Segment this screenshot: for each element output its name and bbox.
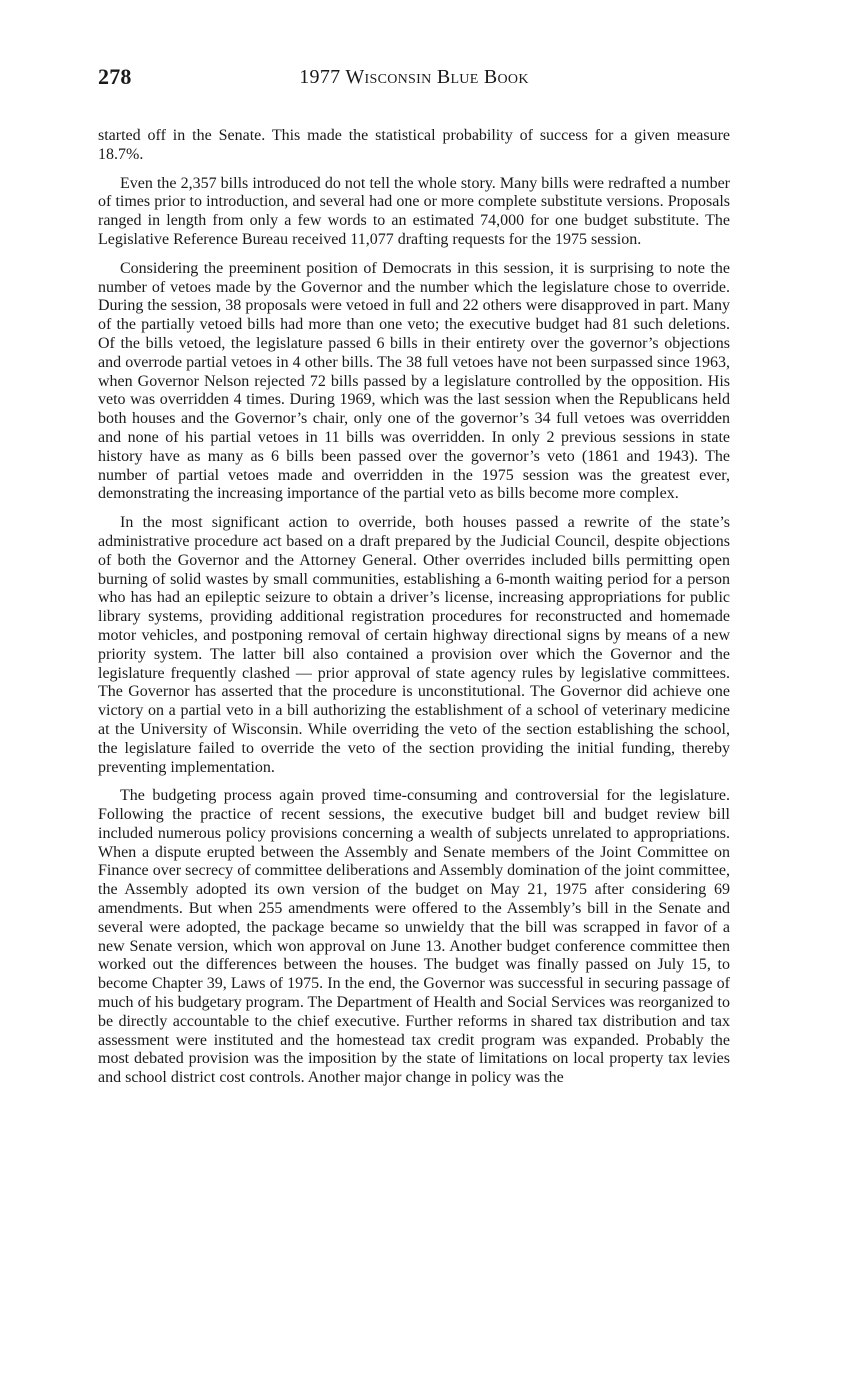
page-header bbox=[98, 64, 730, 98]
paragraph-continued: started off in the Senate. This made the statistical probability of success for a given measure 18.7%. bbox=[98, 127, 730, 163]
paragraph-bills-introduced: Even the 2,357 bills introduced do not tell the whole story. Many bills were redrafted a number of times prior to introduction, and several had one or more complete substitute versions. Proposals ranged in length from only a few words to an estimated 74,000 for one budget substitute. The Legislative Reference Bureau received 11,077 drafting requests for the 1975 session. bbox=[98, 174, 730, 248]
body-text bbox=[98, 127, 730, 1098]
paragraph-overrides: In the most significant action to override, both houses passed a rewrite of the state’s administrative procedure act based on a draft prepared by the Judicial Council, despite objections of both the Governor and the Attorney General. Other overrides included bills permitting open burning of solid wastes by small communities, establishing a 6-month waiting period for a person who has had an epileptic seizure to obtain a driver’s license, increasing appropriations for public library systems, providing additional registration procedures for reconstructed and homemade motor vehicles, and postponing removal of certain highway directional signs by means of a new priority system. The latter bill also contained a provision over which the Governor and the legislature frequently clashed — prior approval of state agency rules by legislative committees. The Governor has asserted that the procedure is unconstitutional. The Governor did achieve one victory on a partial veto in a bill authorizing the establishment of a school of veterinary medicine at the University of Wisconsin. While overriding the veto of the section establishing the school, the legislature failed to override the veto of the section providing the initial funding, thereby preventing implementation. bbox=[98, 514, 730, 776]
paragraph-budgeting: The budgeting process again proved time-consuming and controversial for the legislature. Following the practice of recent sessions, the executive budget bill and budget review bill included numerous policy provisions concerning a wealth of subjects unrelated to appropriations. When a dispute erupted between the Assembly and Senate members of the Joint Committee on Finance over secrecy of committee deliberations and Assembly domination of the joint committee, the Assembly adopted its own version of the budget on May 21, 1975 after considering 69 amendments. But when 255 amendments were offered to the Assembly’s bill in the Senate and several were adopted, the package became so unwieldy that the bill was scrapped in favor of a new Senate version, which won approval on June 13. Another budget conference committee then worked out the differences between the houses. The budget was finally passed on July 15, to become Chapter 39, Laws of 1975. In the end, the Governor was successful in securing passage of much of his budgetary program. The Department of Health and Social Services was reorganized to be directly accountable to the chief executive. Further reforms in shared tax distribution and tax assessment were instituted and the homestead tax credit program was expanded. Probably the most debated provision was the imposition by the state of limitations on local property tax levies and school district cost controls. Another major change in policy was the bbox=[98, 787, 730, 1087]
paragraph-vetoes: Considering the preeminent position of Democrats in this session, it is surprising to note the number of vetoes made by the Governor and the number which the legislature chose to override. During the session, 38 proposals were vetoed in full and 22 others were disapproved in part. Many of the partially vetoed bills had more than one veto; the executive budget had 81 such deletions. Of the bills vetoed, the legislature passed 6 bills in their entirety over the governor’s objections and overrode partial vetoes in 4 other bills. The 38 full vetoes have not been surpassed since 1963, when Governor Nelson rejected 72 bills passed by a legislature controlled by the opposition. His veto was overridden 4 times. During 1969, which was the last session when the Republicans held both houses and the Governor’s chair, only one of the governor’s 34 full vetoes was overridden and none of his partial vetoes in 11 bills was overridden. In only 2 previous sessions in state history have as many as 6 bills been passed over the governor’s veto (1861 and 1943). The number of partial vetoes made and overridden in the 1975 session was the greatest ever, demonstrating the increasing importance of the partial veto as bills become more complex. bbox=[98, 259, 730, 503]
page-number: 278 bbox=[98, 64, 132, 89]
running-title: 1977 Wisconsin Blue Book bbox=[299, 66, 529, 88]
